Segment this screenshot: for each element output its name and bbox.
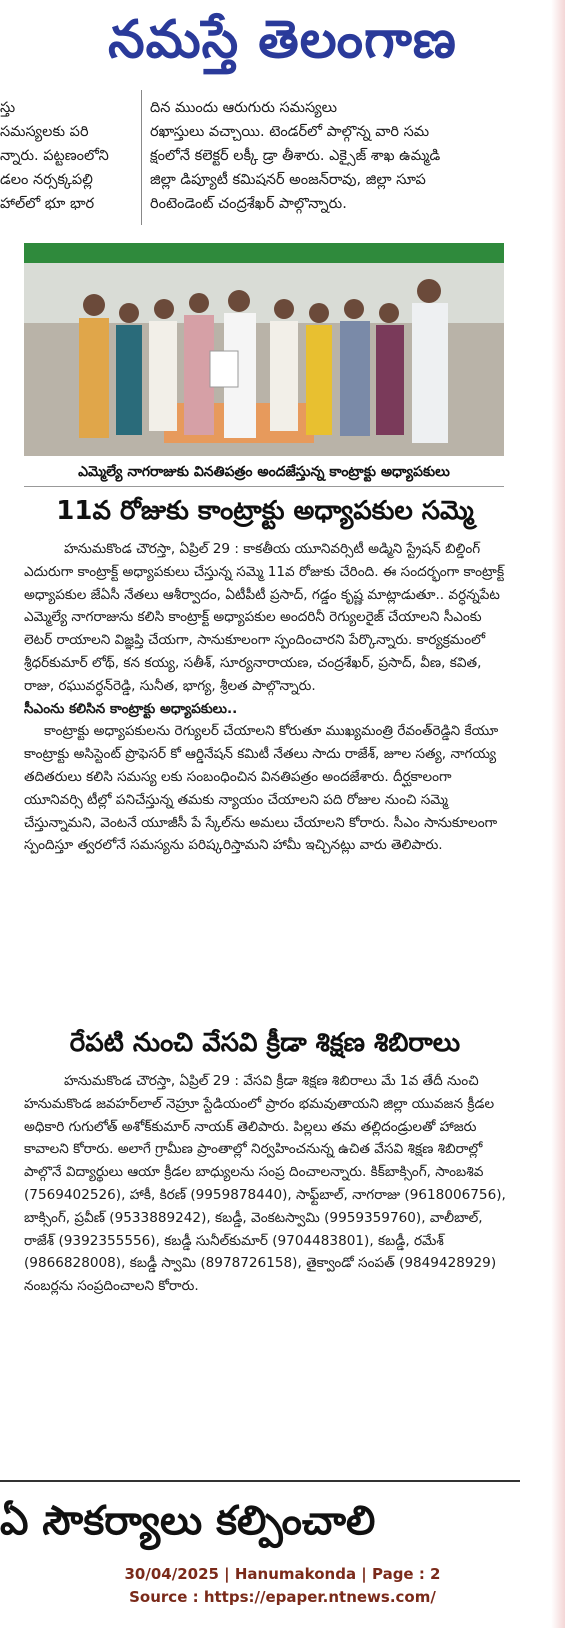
section-divider: [0, 1480, 520, 1482]
footer-source-line: Source : https://epaper.ntnews.com/: [129, 1588, 436, 1606]
fragment-line: దిన ముందు ఆరుగురు సమస్యలు: [150, 100, 337, 116]
fragment-line: జిల్లా డిప్యూటీ కమిషనర్ అంజన్‌రావు, జిల్లా సూప: [150, 172, 426, 188]
fragment-line: సమస్యలకు పరి: [0, 124, 89, 140]
article2-headline: రేపటి నుంచి వేసవి క్రీడా శిక్షణ శిబిరాలు: [69, 1028, 461, 1058]
article1-paragraph: కాంట్రాక్టు అధ్యాపకులను రెగ్యులర్ చేయాలని కోరుతూ ముఖ్యమంత్రి రేవంత్‌రెడ్డిని కేయూ కాంట్రాక్టు అసిస్టెంట్ ప్రొఫెసర్ కో ఆర్డినేషన్ కమిటీ నేతలు సాదు రాజేశ్, జూల సత్య, నాగయ్య తదితరులు కలిసి సమస్య లకు సంబంధించిన వినతిపత్రం అందజేశారు. దీర్ఘకాలంగా యూనివర్సి టీల్లో పనిచేస్తున్న తమకు న్యాయం చేయాలని పది రోజుల నుంచి సమ్మె చేస్తున్నామని, వెంటనే యూజీసీ పే స్కేల్‌ను అమలు చేయాలని కోరారు. సీఎం సానుకూలంగా స్పందిస్తూ త్వరలోనే సమస్యను పరిష్కరిస్తామని హామీ ఇచ్చినట్లు వారు తెలిపారు.: [24, 723, 499, 854]
article2-body: [24, 1070, 506, 1410]
masthead: [0, 0, 565, 85]
article1-body: [24, 538, 506, 958]
news-photo: [24, 243, 504, 456]
fragment-line: రింటెండెంట్ చంద్రశేఖర్ పాల్గొన్నారు.: [150, 196, 347, 212]
footer-date-line: 30/04/2025 | Hanumakonda | Page : 2: [124, 1565, 441, 1583]
fragment-line: హాల్‌లో భూ భార: [0, 196, 95, 212]
article1-headline: 11వ రోజుకు కాంట్రాక్టు అధ్యాపకుల సమ్మె: [56, 496, 474, 526]
fragment-line: డలం నర్సక్కపల్లి: [0, 172, 93, 188]
group-photo-illustration: [24, 243, 504, 456]
fragment-line: న్నారు. పట్టణంలోని: [0, 148, 109, 164]
fragment-line: క్షంలోనే కలెక్టర్ లక్కీ డ్రా తీశారు. ఎక్సైజ్ శాఖ ఉమ్మడి: [150, 148, 441, 164]
photo-caption: ఎమ్మెల్యే నాగరాజుకు వినతిపత్రం అందజేస్తున్న కాంట్రాక్టు అధ్యాపకులు: [24, 458, 504, 487]
article1-subheading: సీఎంను కలిసిన కాంట్రాక్టు అధ్యాపకులు..: [24, 700, 238, 717]
next-article-headline-fragment: ఏ సౌకర్యాలు కల్పించాలి: [0, 1498, 376, 1544]
fragment-line: రఖాస్తులు వచ్చాయి. టెండర్‌లో పాల్గొన్న వారి సమ: [150, 124, 430, 140]
previous-article-right-fragment: [150, 96, 525, 216]
column-divider: [141, 90, 142, 225]
previous-article-left-fragment: [0, 96, 135, 216]
article2-paragraph: హనుమకొండ చౌరస్తా, ఏప్రిల్ 29 : వేసవి క్రీడా శిక్షణ శిబిరాలు మే 1వ తేదీ నుంచి హనుమకొండ జవహర్‌లాల్ నెహ్రూ స్టేడియంలో ప్రారం భమవుతాయని జిల్లా యువజన క్రీడల అధికారి గుగులోత్ అశోక్‌కుమార్ నాయక్ తెలిపారు. పిల్లలు తమ తల్లిదండ్రులతో హాజరు కావాలని కోరారు. అలాగే గ్రామీణ ప్రాంతాల్లో నిర్వహించనున్న ఉచిత వేసవి శిక్షణ శిబిరాల్లో పాల్గొనే విద్యార్థులు ఆయా క్రీడల బాధ్యులను సంప్ర దించాలన్నారు. కిక్‌బాక్సింగ్, సాంబశివ (7569402526), హాకీ, కిరణ్ (9959878440), సాఫ్ట్‌బాల్, నాగరాజు (9618006756), బాక్సింగ్, ప్రవీణ్ (9533889242), కబడ్డీ, వెంకటస్వామి (9959359760), వాలీబాల్, రాజేశ్ (9392355556), కబడ్డీ సునీల్‌కుమార్ (9704483801), కబడ్డీ, రమేశ్ (9866828008), కబడ్డీ స్వామి (8978726158), తైక్వాండో సంపత్ (9849428929) నంబర్లను సంప్రదించాలని కోరారు.: [24, 1073, 506, 1295]
newspaper-title: నమస్తే తెలంగాణ: [108, 9, 457, 70]
article1-paragraph: హనుమకొండ చౌరస్తా, ఏప్రిల్ 29 : కాకతీయ యూనివర్సిటీ అడ్మిని స్ట్రేషన్ బిల్డింగ్ ఎదురుగా కాంట్రాక్ట్ అధ్యాపకులు చేస్తున్న సమ్మె 11వ రోజుకు చేరింది. ఈ సందర్భంగా కాంట్రాక్ట్ అధ్యాపకుల జేఏసీ నేతలు ఆశీర్వాదం, ఏటీపీటీ ప్రసాద్, గడ్డం కృష్ణ మాట్లాడుతూ.. వర్ధన్నపేట ఎమ్మెల్యే నాగరాజును కలిసి కాంట్రాక్ట్ అధ్యాపకుల అందరినీ రెగ్యులరైజ్ చేయాలని సీఎంకు లెటర్ రాయాలని విజ్ఞప్తి చేయగా, సానుకూలంగా స్పందించారని పేర్కొన్నారు. కార్యక్రమంలో శ్రీధర్‌కుమార్ లోథ్, కన కయ్య, సతీశ్, సూర్యనారాయణ, చంద్రశేఖర్, ప్రసాద్, వీణ, కవిత, రాజు, రఘువర్ధన్‌రెడ్డి, సునీత, భాగ్య, శ్రీలత పాల్గొన్నారు.: [24, 541, 505, 694]
page-edge: [551, 0, 565, 1628]
fragment-line: స్తు: [0, 100, 16, 116]
